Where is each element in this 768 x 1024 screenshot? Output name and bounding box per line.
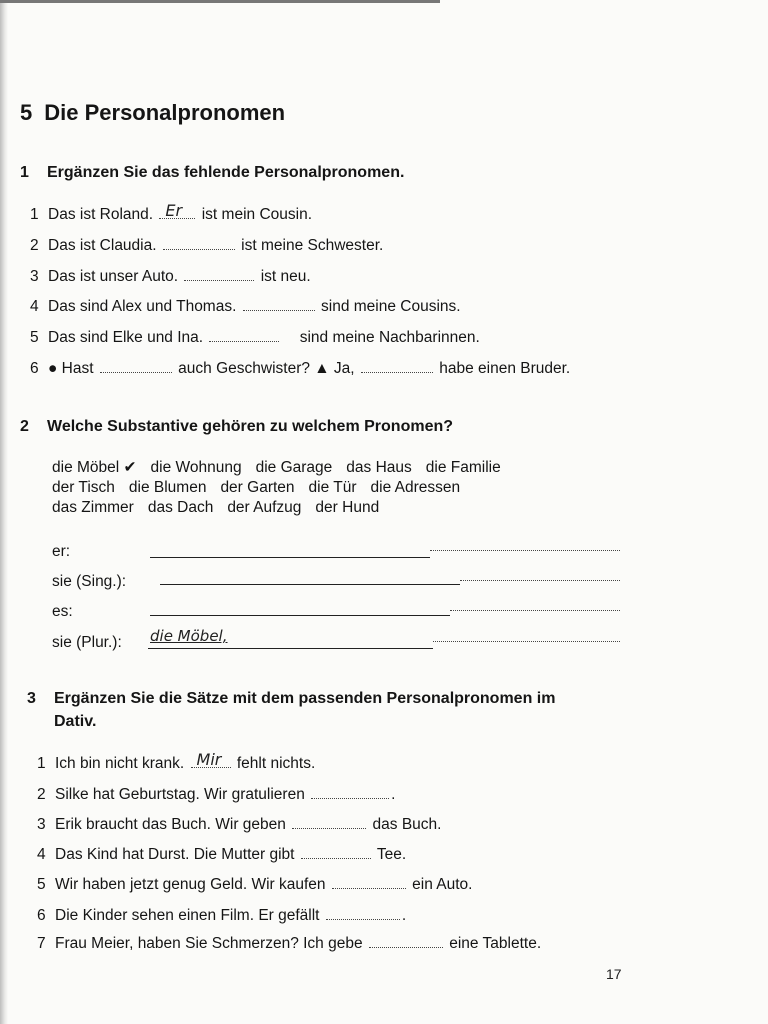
- word-item: der Garten: [220, 479, 295, 496]
- item-text-before: Das sind Elke und Ina.: [48, 329, 204, 346]
- item-text-before: ● Hast: [48, 360, 94, 377]
- answer-blank[interactable]: [191, 750, 231, 769]
- item-number: 3: [30, 268, 39, 285]
- ex1-item-6: [30, 360, 570, 378]
- item-text-before: Wir haben jetzt genug Geld. Wir kaufen: [55, 876, 326, 893]
- item-text-before: Erik braucht das Buch. Wir geben: [55, 816, 286, 833]
- answer-blank[interactable]: [301, 846, 371, 859]
- answer-line-es[interactable]: [150, 615, 450, 616]
- chapter-title: [20, 100, 285, 126]
- word-item: die Garage: [255, 459, 333, 476]
- ex3-item-7: [37, 935, 541, 953]
- page-number: 17: [606, 966, 622, 982]
- word-bank-row-1: [52, 458, 515, 478]
- item-text-after: ist meine Schwester.: [241, 237, 384, 254]
- answer-blank[interactable]: [163, 237, 235, 250]
- answer-dotline-es: [450, 610, 620, 611]
- chapter-title-text: Die Personalpronomen: [44, 100, 286, 125]
- exercise-2-number: 2: [20, 418, 29, 435]
- answer-blank[interactable]: [292, 816, 366, 829]
- handwritten-answer-sie-plur: die Möbel,: [150, 627, 228, 645]
- answer-line-sie-sing[interactable]: [160, 584, 460, 585]
- exercise-1-heading: [20, 164, 404, 182]
- item-text-before: Das sind Alex und Thomas.: [48, 298, 237, 315]
- item-text-after: sind meine Cousins.: [321, 298, 461, 315]
- item-text-before: Frau Meier, haben Sie Schmerzen? Ich gebe: [55, 935, 363, 952]
- word-item: der Hund: [315, 499, 380, 516]
- ex1-item-5: [30, 329, 480, 347]
- item-text-before: Das ist Roland.: [48, 206, 154, 223]
- answer-line-sie-plur[interactable]: [148, 648, 433, 649]
- exercise-3-heading-line-2: Dativ.: [54, 713, 97, 730]
- item-text-after: Tee.: [376, 846, 407, 863]
- item-number: 2: [37, 786, 46, 803]
- item-text-after: sind meine Nachbarinnen.: [299, 329, 480, 346]
- item-text-after: ein Auto.: [412, 876, 473, 893]
- word-bank-row-3: [52, 498, 515, 518]
- item-number: 6: [37, 907, 46, 924]
- word-item: der Aufzug: [227, 499, 302, 516]
- answer-blank[interactable]: [326, 907, 400, 920]
- ex1-item-1: [30, 201, 312, 224]
- item-number: 4: [30, 298, 39, 315]
- answer-dotline-sie-plur: [433, 641, 620, 642]
- word-item: die Adressen: [370, 479, 461, 496]
- answer-blank[interactable]: [209, 329, 279, 342]
- word-item: die Wohnung: [150, 459, 242, 476]
- exercise-1-heading-text: Ergänzen Sie das fehlende Personalpronomen.: [47, 164, 405, 181]
- answer-blank[interactable]: [184, 268, 254, 281]
- word-item: der Tisch: [52, 479, 115, 496]
- item-number: 1: [37, 755, 46, 772]
- answer-blank[interactable]: [100, 360, 172, 373]
- exercise-2-heading: [20, 418, 453, 436]
- answer-dotline-er: [430, 550, 620, 551]
- exercise-1-number: 1: [20, 164, 29, 181]
- answer-blank-2[interactable]: [361, 360, 433, 373]
- ex1-item-3: [30, 268, 311, 286]
- answer-line-er[interactable]: [150, 557, 430, 558]
- item-text-after: das Buch.: [372, 816, 442, 833]
- word-item: die Möbel ✔: [52, 459, 137, 476]
- exercise-2-heading-text: Welche Substantive gehören zu welchem Pronomen?: [47, 418, 454, 435]
- word-item: die Familie: [425, 459, 501, 476]
- exercise-3-heading-line-1: Ergänzen Sie die Sätze mit dem passenden Personalpronomen im: [54, 690, 556, 707]
- word-bank: [52, 458, 515, 518]
- answer-blank[interactable]: [243, 298, 315, 311]
- word-bank-row-2: [52, 478, 515, 498]
- item-number: 6: [30, 360, 39, 377]
- answer-blank[interactable]: [311, 786, 389, 799]
- pronoun-label-er: er:: [52, 543, 71, 560]
- answer-blank[interactable]: [159, 201, 195, 220]
- ex3-item-5: [37, 876, 472, 894]
- ex3-item-3: [37, 816, 441, 834]
- word-item: das Zimmer: [52, 499, 134, 516]
- answer-dotline-sie-sing: [460, 580, 620, 581]
- item-text-after: ist mein Cousin.: [201, 206, 312, 223]
- item-text-before: Das Kind hat Durst. Die Mutter gibt: [55, 846, 295, 863]
- item-text-after: eine Tablette.: [449, 935, 542, 952]
- item-text-after: fehlt nichts.: [236, 755, 316, 772]
- ex1-item-2: [30, 237, 383, 255]
- ex3-item-4: [37, 846, 406, 864]
- answer-blank[interactable]: [369, 935, 443, 948]
- item-number: 4: [37, 846, 46, 863]
- handwritten-answer: Er: [165, 201, 183, 220]
- chapter-number: 5: [20, 100, 33, 125]
- item-text-before: Ich bin nicht krank.: [55, 755, 185, 772]
- item-number: 2: [30, 237, 39, 254]
- ex1-item-4: [30, 298, 461, 316]
- item-number: 7: [37, 935, 46, 952]
- top-edge-line: [0, 0, 440, 3]
- item-text-after: habe einen Bruder.: [439, 360, 571, 377]
- page-binding-shadow: [0, 0, 8, 1024]
- exercise-3-heading: [27, 690, 555, 708]
- ex3-item-6: [37, 907, 406, 925]
- answer-blank[interactable]: [332, 876, 406, 889]
- ex3-item-2: [37, 786, 395, 804]
- ex3-item-1: [37, 750, 316, 773]
- word-item: das Dach: [147, 499, 214, 516]
- item-text-before: Das ist Claudia.: [48, 237, 157, 254]
- word-item: die Tür: [308, 479, 357, 496]
- item-number: 5: [37, 876, 46, 893]
- pronoun-label-sie-sing: sie (Sing.):: [52, 573, 127, 590]
- item-text-after: .: [401, 907, 407, 924]
- pronoun-label-sie-plur: sie (Plur.):: [52, 634, 122, 651]
- item-text-before: Silke hat Geburtstag. Wir gratulieren: [55, 786, 305, 803]
- word-item: die Blumen: [128, 479, 207, 496]
- handwritten-answer: Mir: [196, 750, 222, 769]
- item-text-middle: auch Geschwister? ▲ Ja,: [178, 360, 355, 377]
- item-number: 5: [30, 329, 39, 346]
- word-item: das Haus: [346, 459, 412, 476]
- item-text-before: Das ist unser Auto.: [48, 268, 179, 285]
- item-number: 1: [30, 206, 39, 223]
- item-text-after: .: [391, 786, 396, 803]
- item-text-before: Die Kinder sehen einen Film. Er gefällt: [55, 907, 320, 924]
- item-number: 3: [37, 816, 46, 833]
- exercise-3-number: 3: [27, 690, 36, 707]
- pronoun-label-es: es:: [52, 603, 73, 620]
- item-text-after: ist neu.: [260, 268, 311, 285]
